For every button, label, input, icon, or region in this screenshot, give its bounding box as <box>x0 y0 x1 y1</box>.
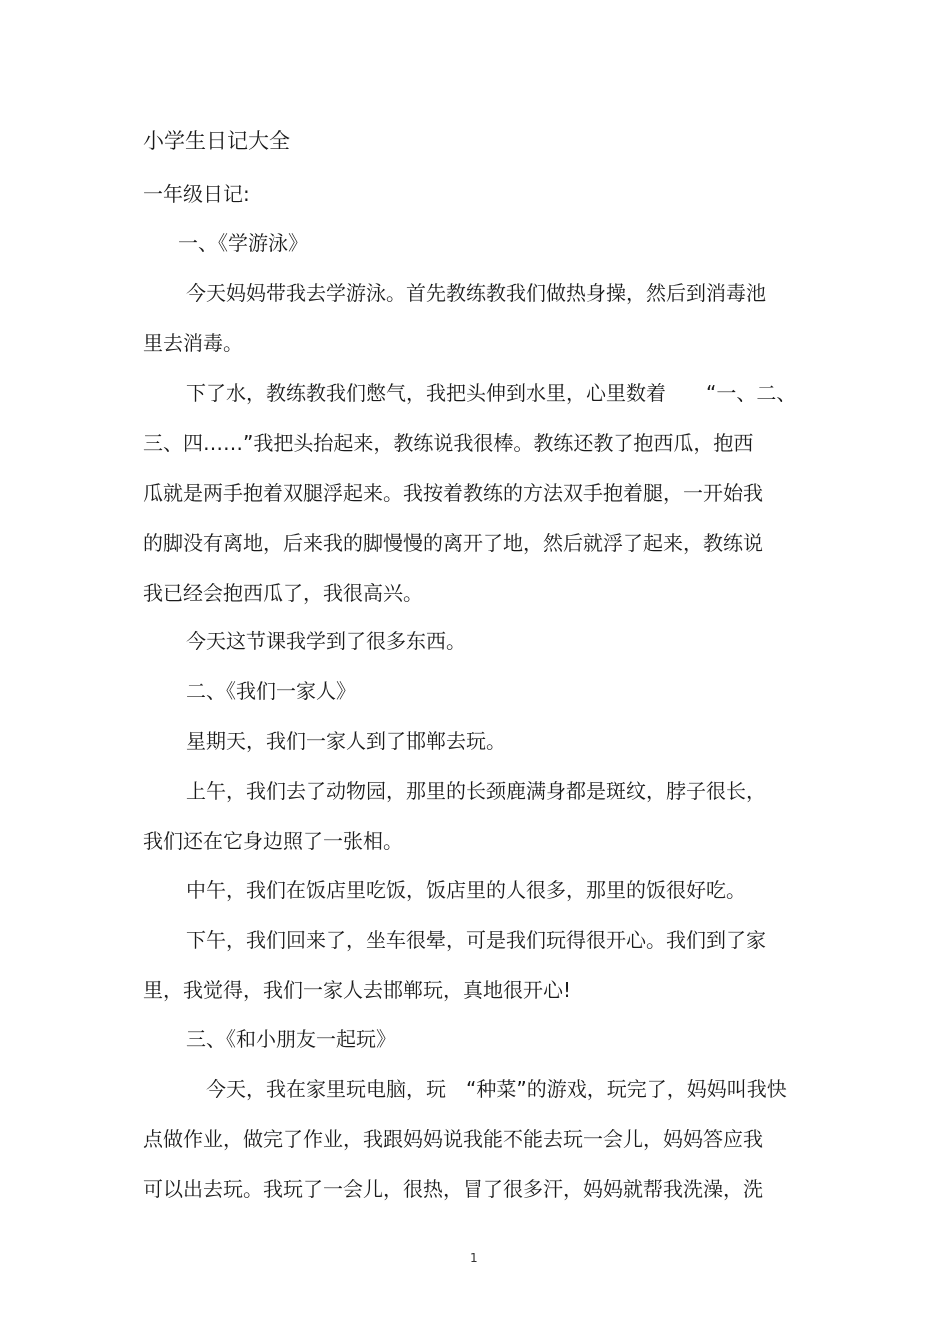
body-line: 今天，我在家里玩电脑，玩 “种菜”的游戏，玩完了，妈妈叫我快 <box>206 1077 787 1101</box>
body-line: 我已经会抱西瓜了，我很高兴。 <box>143 581 423 605</box>
body-line: 点做作业，做完了作业，我跟妈妈说我能不能去玩一会儿，妈妈答应我 <box>143 1127 763 1151</box>
entry-heading: 一、《学游泳》 <box>178 231 308 255</box>
section-heading: 一年级日记: <box>143 182 250 206</box>
body-line: 今天妈妈带我去学游泳。首先教练教我们做热身操，然后到消毒池 <box>186 281 766 305</box>
body-line: 瓜就是两手抱着双腿浮起来。我按着教练的方法双手抱着腿，一开始我 <box>143 481 763 505</box>
body-line: 星期天，我们一家人到了邯郸去玩。 <box>186 729 506 753</box>
page-number: 1 <box>470 1251 478 1265</box>
body-line: 可以出去玩。我玩了一会儿，很热，冒了很多汗，妈妈就帮我洗澡，洗 <box>143 1177 763 1201</box>
body-line: 中午，我们在饭店里吃饭，饭店里的人很多，那里的饭很好吃。 <box>186 878 746 902</box>
body-line: 里，我觉得，我们一家人去邯郸玩，真地很开心! <box>143 978 572 1002</box>
body-line: 下了水，教练教我们憋气，我把头伸到水里，心里数着 “一、二、 <box>186 381 797 405</box>
body-line: 里去消毒。 <box>143 331 243 355</box>
entry-heading: 二、《我们一家人》 <box>186 679 356 703</box>
entry-heading: 三、《和小朋友一起玩》 <box>186 1027 396 1051</box>
body-line: 我们还在它身边照了一张相。 <box>143 829 403 853</box>
body-line: 上午，我们去了动物园，那里的长颈鹿满身都是斑纹，脖子很长， <box>186 779 766 803</box>
document-title: 小学生日记大全 <box>143 129 290 153</box>
body-line: 的脚没有离地，后来我的脚慢慢的离开了地，然后就浮了起来，教练说 <box>143 531 763 555</box>
body-line: 今天这节课我学到了很多东西。 <box>186 629 466 653</box>
body-line: 三、四……”我把头抬起来，教练说我很棒。教练还教了抱西瓜，抱西 <box>143 431 754 455</box>
body-line: 下午，我们回来了，坐车很晕，可是我们玩得很开心。我们到了家 <box>186 928 766 952</box>
